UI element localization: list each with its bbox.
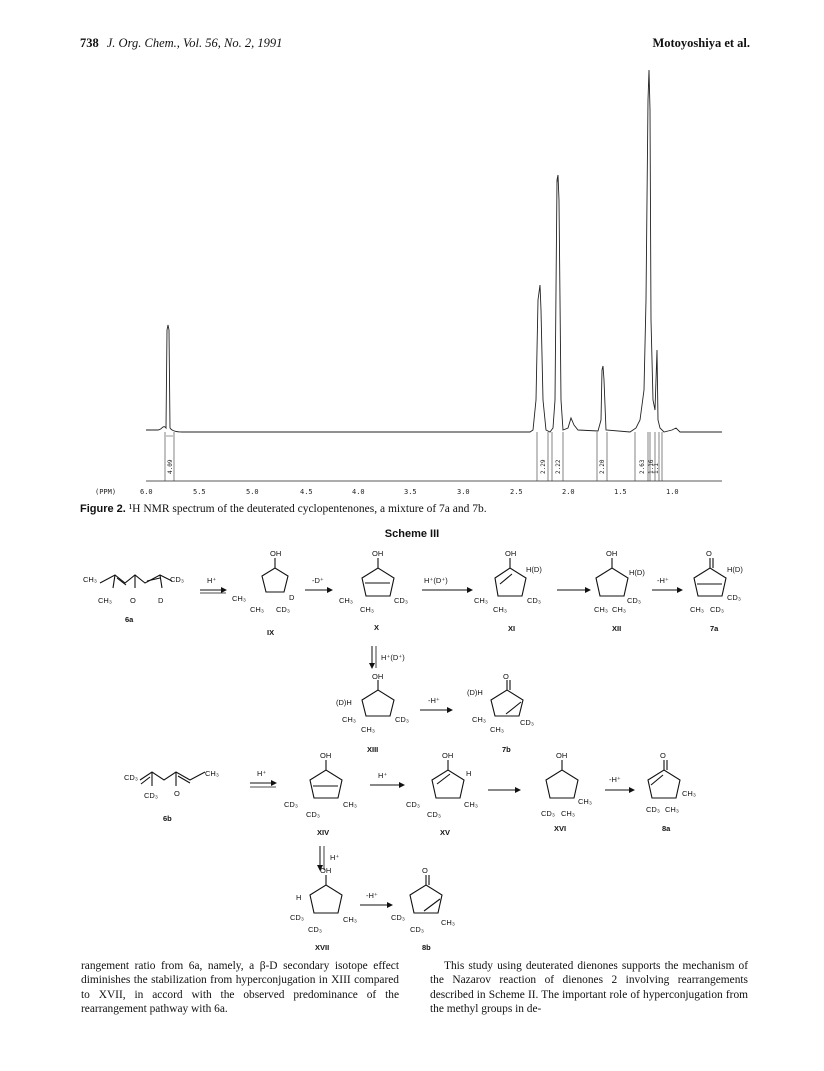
label-IX: IX: [267, 628, 275, 637]
body-text-left-column: [81, 959, 399, 1016]
structure-XI: [495, 558, 526, 596]
svg-text:CH₃: CH₃: [682, 789, 696, 798]
svg-text:CD₃: CD₃: [427, 810, 441, 819]
svg-text:H(D): H(D): [727, 565, 743, 574]
svg-text:OH: OH: [556, 751, 568, 760]
svg-text:CD₃: CD₃: [410, 925, 424, 934]
structure-XVII: [310, 875, 342, 913]
svg-text:-H⁺: -H⁺: [366, 891, 378, 900]
svg-text:CH₃: CH₃: [232, 594, 246, 603]
structure-6a: [100, 575, 172, 588]
svg-text:OH: OH: [442, 751, 454, 760]
structure-7a: [694, 558, 726, 596]
svg-text:6.0: 6.0: [140, 488, 153, 496]
svg-text:2.5: 2.5: [510, 488, 523, 496]
svg-text:CD₃: CD₃: [144, 791, 158, 800]
svg-text:5.0: 5.0: [246, 488, 259, 496]
svg-text:H(D): H(D): [526, 565, 542, 574]
svg-text:-D⁺: -D⁺: [312, 576, 324, 585]
svg-text:CH₃: CH₃: [83, 575, 97, 584]
svg-text:O: O: [174, 789, 180, 798]
svg-text:CH₃: CH₃: [343, 915, 357, 924]
svg-text:CD₃: CD₃: [394, 596, 408, 605]
running-header-authors: Motoyoshiya et al.: [652, 36, 750, 50]
ppm-axis-unit: (PPM): [95, 488, 117, 496]
label-7a: 7a: [710, 624, 719, 633]
svg-text:H⁺: H⁺: [378, 771, 388, 780]
svg-text:CD₃: CD₃: [276, 605, 290, 614]
label-X: X: [374, 623, 380, 632]
label-XVI: XVI: [554, 824, 567, 833]
svg-text:1.16: 1.16: [648, 459, 655, 474]
structure-XII: [596, 558, 628, 596]
svg-text:1.0: 1.0: [666, 488, 679, 496]
figure-caption-text: ¹H NMR spectrum of the deuterated cyclopentenones, a mixture of 7a and 7b.: [128, 503, 487, 515]
svg-text:2.0: 2.0: [562, 488, 575, 496]
svg-text:OH: OH: [320, 866, 332, 875]
svg-text:CH₃: CH₃: [98, 596, 112, 605]
label-6a: 6a: [125, 615, 134, 624]
svg-text:CH₃: CH₃: [342, 715, 356, 724]
svg-text:CD₃: CD₃: [284, 800, 298, 809]
svg-text:O: O: [422, 866, 428, 875]
svg-text:CD₃: CD₃: [306, 810, 320, 819]
svg-text:CD₃: CD₃: [290, 913, 304, 922]
structure-X: [362, 558, 394, 596]
svg-text:H⁺: H⁺: [257, 769, 267, 778]
svg-text:CH₃: CH₃: [493, 605, 507, 614]
svg-text:CD₃: CD₃: [727, 593, 741, 602]
svg-text:CH₃: CH₃: [205, 769, 219, 778]
svg-text:CH₃: CH₃: [490, 725, 504, 734]
svg-text:OH: OH: [372, 672, 384, 681]
structure-XIII: [362, 680, 394, 716]
svg-text:O: O: [706, 549, 712, 558]
label-XII: XII: [612, 624, 622, 633]
svg-text:2.63: 2.63: [639, 459, 646, 474]
svg-text:CH₃: CH₃: [594, 605, 608, 614]
svg-text:CH₃: CH₃: [612, 605, 626, 614]
svg-text:3.0: 3.0: [457, 488, 470, 496]
svg-text:CH₃: CH₃: [361, 725, 375, 734]
svg-text:1.5: 1.5: [614, 488, 627, 496]
svg-text:OH: OH: [372, 549, 384, 558]
label-6b: 6b: [163, 814, 172, 823]
structure-6b: [140, 772, 205, 786]
svg-text:OH: OH: [320, 751, 332, 760]
svg-text:(D)H: (D)H: [336, 698, 352, 707]
paragraph: This study using deuterated dienones supports the mechanism of the Nazarov reaction of dienones 2 involving rearrangements described in Scheme II. The important role of hyperconjugation from the methyl groups in de-: [430, 960, 748, 1015]
svg-text:-H⁺: -H⁺: [657, 576, 669, 585]
svg-text:H⁺(D⁺): H⁺(D⁺): [381, 653, 405, 662]
svg-text:CH₃: CH₃: [561, 809, 575, 818]
svg-text:CD₃: CD₃: [520, 718, 534, 727]
svg-text:O: O: [503, 672, 509, 681]
svg-text:OH: OH: [606, 549, 618, 558]
svg-text:H(D): H(D): [629, 568, 645, 577]
svg-text:CH₃: CH₃: [360, 605, 374, 614]
svg-text:CH₃: CH₃: [339, 596, 353, 605]
structure-8a: [648, 760, 680, 798]
svg-text:H⁺(D⁺): H⁺(D⁺): [424, 576, 448, 585]
svg-text:H: H: [466, 769, 472, 778]
svg-text:CH₃: CH₃: [472, 715, 486, 724]
structure-8b: [410, 875, 442, 913]
svg-text:CD₃: CD₃: [406, 800, 420, 809]
paragraph: rangement ratio from 6a, namely, a β-D secondary isotope effect diminishes the stabilization from hyperconjugation in XIII compared to XVII, in accord with the observed predominance of the rearrangement pathway with 6a.: [81, 960, 399, 1015]
figure-label: Figure 2.: [80, 503, 126, 515]
scheme-title: Scheme III: [384, 528, 440, 540]
svg-text:5.5: 5.5: [193, 488, 206, 496]
svg-text:4.09: 4.09: [167, 459, 174, 474]
svg-text:OH: OH: [505, 549, 517, 558]
svg-text:H⁺: H⁺: [330, 853, 340, 862]
svg-text:CD₃: CD₃: [170, 575, 184, 584]
label-8a: 8a: [662, 824, 671, 833]
svg-text:-H⁺: -H⁺: [609, 775, 621, 784]
svg-text:CH₃: CH₃: [441, 918, 455, 927]
structure-XVI: [546, 760, 578, 798]
svg-text:CH₃: CH₃: [690, 605, 704, 614]
structure-IX: [262, 558, 288, 592]
svg-text:4.0: 4.0: [352, 488, 365, 496]
svg-text:D: D: [289, 593, 295, 602]
svg-text:4.5: 4.5: [300, 488, 313, 496]
svg-text:CD₃: CD₃: [527, 596, 541, 605]
svg-text:1.1: 1.1: [653, 463, 660, 474]
svg-text:CD₃: CD₃: [710, 605, 724, 614]
label-XVII: XVII: [315, 943, 330, 952]
svg-text:-H⁺: -H⁺: [428, 696, 440, 705]
svg-text:H⁺: H⁺: [207, 576, 217, 585]
page-number: 738: [80, 36, 99, 50]
svg-text:O: O: [130, 596, 136, 605]
label-XIII: XIII: [367, 745, 379, 754]
svg-text:CD₃: CD₃: [395, 715, 409, 724]
svg-text:CD₃: CD₃: [627, 596, 641, 605]
svg-text:CH₃: CH₃: [474, 596, 488, 605]
svg-text:CH₃: CH₃: [343, 800, 357, 809]
body-text-right-column: [430, 959, 748, 1016]
label-7b: 7b: [502, 745, 511, 754]
structure-XIV: [310, 760, 342, 798]
svg-text:CH₃: CH₃: [578, 797, 592, 806]
svg-text:CH₃: CH₃: [250, 605, 264, 614]
svg-text:H: H: [296, 893, 302, 902]
structure-7b: [491, 680, 523, 716]
svg-text:O: O: [660, 751, 666, 760]
svg-text:3.5: 3.5: [404, 488, 417, 496]
svg-text:CD₃: CD₃: [391, 913, 405, 922]
svg-text:2.29: 2.29: [540, 459, 547, 474]
label-8b: 8b: [422, 943, 431, 952]
svg-text:2.22: 2.22: [555, 459, 562, 474]
journal-citation: J. Org. Chem., Vol. 56, No. 2, 1991: [106, 36, 283, 50]
svg-text:CD₃: CD₃: [541, 809, 555, 818]
label-XIV: XIV: [317, 828, 330, 837]
svg-text:CH₃: CH₃: [464, 800, 478, 809]
svg-text:D: D: [158, 596, 164, 605]
svg-text:OH: OH: [270, 549, 282, 558]
svg-text:CD₃: CD₃: [646, 805, 660, 814]
label-XI: XI: [508, 624, 516, 633]
structure-XV: [432, 760, 464, 798]
label-XV: XV: [440, 828, 451, 837]
svg-text:CD₃: CD₃: [308, 925, 322, 934]
svg-text:2.20: 2.20: [599, 459, 606, 474]
svg-text:(D)H: (D)H: [467, 688, 483, 697]
svg-text:CD₃: CD₃: [124, 773, 138, 782]
svg-text:CH₃: CH₃: [665, 805, 679, 814]
